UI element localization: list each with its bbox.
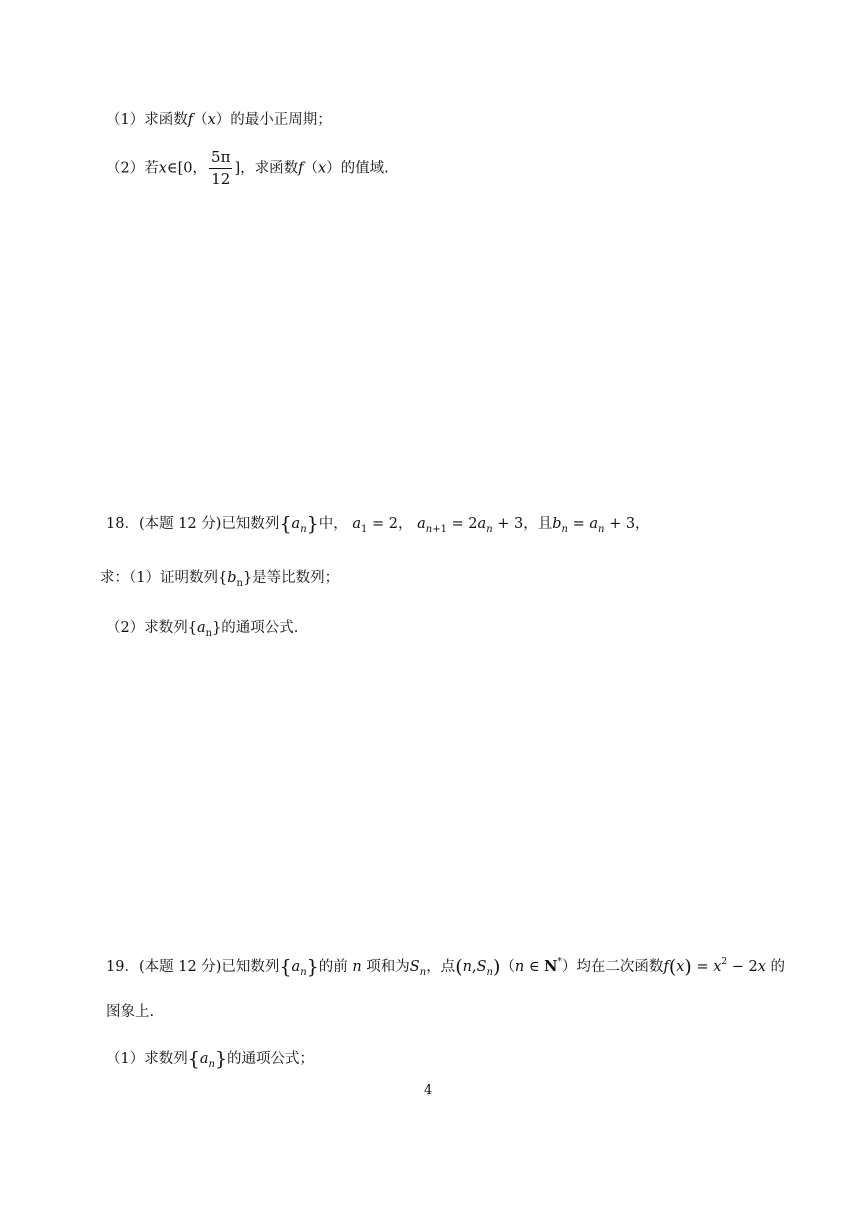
q18-part1: 求：（1）证明数列$\{b_n\}$是等比数列； [100, 570, 340, 589]
q19-part1: （1）求数列$\{a_n\}$的通项公式； [106, 1048, 315, 1070]
page-number: 4 [424, 1083, 433, 1098]
q17-part2: （2）若x∈[0， $\frac{5\pi}{12}$ ]，求函数f（x）的值域. [106, 148, 389, 188]
q18-stem: 18．(本题 12 分)已知数列$\{a_n\}$中， $a_1 = 2$， $a_{n+1} = 2a_n + 3$，且$b_n = a_n + 3$， [106, 513, 650, 535]
q18-part2: （2）求数列$\{a_n\}$的通项公式. [106, 620, 299, 639]
q19-stem-line2: 图象上. [106, 1004, 155, 1020]
fraction-5pi-over-12: $\frac{5\pi}{12}$ [211, 148, 231, 188]
q17-part1: （1）求函数f（x）的最小正周期； [106, 112, 332, 128]
q19-stem: 19．(本题 12 分)已知数列$\{a_n\}$的前 n 项和为$S_n$，点$(n,S_n)(n$ ∈ N*）均在二次函数$f(x) = x^2 - 2x$ 的 [106, 956, 786, 978]
